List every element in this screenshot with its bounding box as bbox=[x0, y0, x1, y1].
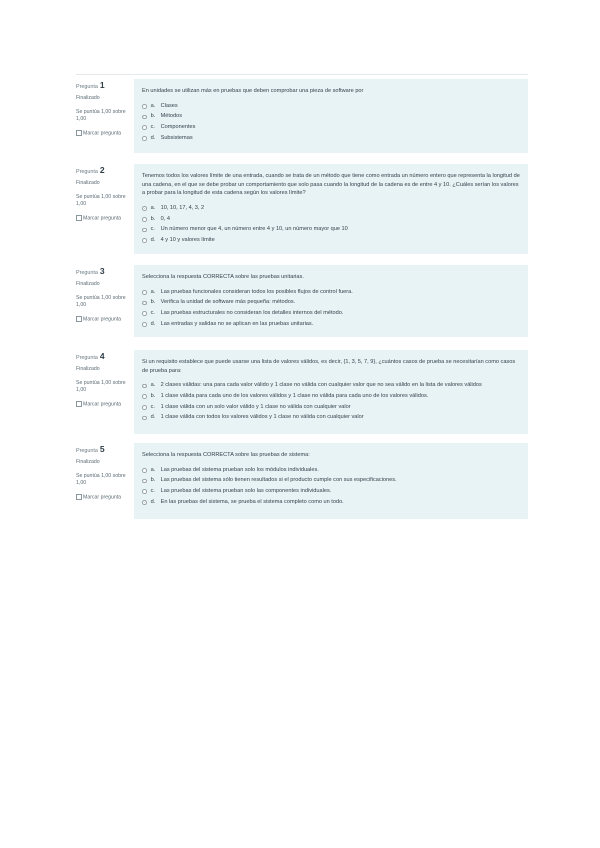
radio-button-selected[interactable] bbox=[142, 206, 147, 211]
answer-option-b[interactable] bbox=[142, 113, 520, 120]
radio-button[interactable] bbox=[142, 394, 147, 399]
answer-text: Las pruebas funcionales consideran todos los posibles flujos de control fuera. bbox=[160, 288, 353, 295]
flag-question-link[interactable] bbox=[76, 401, 128, 409]
answer-letter: d. bbox=[150, 414, 156, 421]
question-number: 2 bbox=[99, 165, 105, 175]
answer-letter: d. bbox=[150, 236, 156, 243]
question-info bbox=[76, 265, 128, 337]
answer-text: Clases bbox=[160, 102, 178, 109]
answer-list bbox=[142, 103, 520, 142]
radio-button[interactable] bbox=[142, 322, 147, 327]
flag-question-link[interactable] bbox=[76, 215, 128, 223]
answer-letter: c. bbox=[150, 123, 155, 130]
answer-letter: b. bbox=[150, 392, 156, 399]
flag-icon bbox=[76, 215, 82, 221]
answer-text: Métodos bbox=[160, 113, 183, 120]
answer-letter: b. bbox=[150, 477, 156, 484]
answer-text: 10, 10, 17, 4, 3, 2 bbox=[160, 204, 205, 211]
answer-text: Verifica la unidad de software más pequeña: métodos. bbox=[160, 299, 296, 306]
question-score: Se puntúa 1,00 sobre 1,00 bbox=[76, 294, 126, 309]
answer-letter: a. bbox=[150, 382, 156, 389]
flag-label: Marcar pregunta bbox=[83, 130, 122, 137]
answer-letter: a. bbox=[150, 466, 156, 473]
answer-option-c[interactable] bbox=[142, 488, 520, 495]
question-block-4 bbox=[76, 350, 528, 434]
flag-question-link[interactable] bbox=[76, 494, 128, 502]
answer-option-a[interactable] bbox=[142, 289, 520, 296]
answer-text: Las pruebas estructurales no consideran los detalles internos del método. bbox=[160, 309, 344, 316]
question-state: Finalizado bbox=[76, 94, 100, 101]
question-label: Pregunta bbox=[76, 84, 98, 90]
radio-button-selected[interactable] bbox=[142, 301, 147, 306]
question-number: 5 bbox=[99, 444, 105, 454]
flag-icon bbox=[76, 316, 82, 322]
answer-option-a[interactable] bbox=[142, 103, 520, 110]
answer-text: Componentes bbox=[160, 123, 196, 130]
flag-label: Marcar pregunta bbox=[83, 401, 122, 408]
flag-question-link[interactable] bbox=[76, 130, 128, 138]
flag-label: Marcar pregunta bbox=[83, 215, 122, 222]
radio-button-selected[interactable] bbox=[142, 500, 147, 505]
question-content bbox=[134, 164, 528, 254]
answer-option-a[interactable] bbox=[142, 467, 520, 474]
question-text: Selecciona la respuesta CORRECTA sobre las pruebas de sistema: bbox=[142, 452, 310, 458]
question-label: Pregunta bbox=[76, 169, 98, 175]
answer-option-d[interactable] bbox=[142, 237, 520, 244]
answer-text: Subsistemas bbox=[160, 134, 193, 141]
question-info bbox=[76, 164, 128, 254]
answer-letter: c. bbox=[150, 226, 155, 233]
radio-button-selected[interactable] bbox=[142, 115, 147, 120]
radio-button[interactable] bbox=[142, 479, 147, 484]
question-label: Pregunta bbox=[76, 270, 98, 276]
answer-option-c[interactable] bbox=[142, 310, 520, 317]
question-block-5 bbox=[76, 443, 528, 519]
question-text: Selecciona la respuesta CORRECTA sobre las pruebas unitarias. bbox=[142, 274, 304, 280]
answer-option-b[interactable] bbox=[142, 216, 520, 223]
top-divider bbox=[76, 74, 528, 75]
question-score: Se puntúa 1,00 sobre 1,00 bbox=[76, 193, 126, 208]
answer-list bbox=[142, 382, 520, 421]
answer-option-b[interactable] bbox=[142, 299, 520, 306]
answer-option-b[interactable] bbox=[142, 477, 520, 484]
radio-button[interactable] bbox=[142, 290, 147, 295]
answer-text: Las pruebas del sistema prueban solo los módulos individuales. bbox=[160, 466, 319, 473]
answer-list bbox=[142, 205, 520, 244]
answer-list bbox=[142, 467, 520, 506]
answer-letter: d. bbox=[150, 134, 156, 141]
question-score: Se puntúa 1,00 sobre 1,00 bbox=[76, 108, 126, 123]
question-content bbox=[134, 265, 528, 337]
answer-text: Las pruebas del sistema prueban solo las componentes individuales. bbox=[160, 487, 332, 494]
answer-option-d[interactable] bbox=[142, 135, 520, 142]
radio-button[interactable] bbox=[142, 104, 147, 109]
question-state: Finalizado bbox=[76, 280, 100, 287]
radio-button[interactable] bbox=[142, 125, 147, 130]
answer-text: 1 clase válida con todos los valores válidos y 1 clase no válida con cualquier valor bbox=[160, 414, 364, 421]
radio-button[interactable] bbox=[142, 416, 147, 421]
radio-button[interactable] bbox=[142, 136, 147, 141]
answer-option-c[interactable] bbox=[142, 226, 520, 233]
question-label: Pregunta bbox=[76, 355, 98, 361]
answer-text: Un número menor que 4, un número entre 4 y 10, un número mayor que 10 bbox=[160, 226, 348, 233]
radio-button[interactable] bbox=[142, 311, 147, 316]
flag-question-link[interactable] bbox=[76, 316, 128, 324]
answer-letter: b. bbox=[150, 215, 156, 222]
question-text: Si un requisito establece que puede usarse una lista de valores válidos, es decir, {1, 3, 5, 7, 9}, ¿cuántos casos de prueba se necesitarían como casos de prueba para: bbox=[142, 359, 516, 374]
flag-icon bbox=[76, 494, 82, 500]
question-number: 1 bbox=[99, 80, 105, 90]
answer-text: 4 y 10 y valores límite bbox=[160, 236, 215, 243]
answer-text: 1 clase válida para cada uno de los valores válidos y 1 clase no válida para cada uno de los valores válidos. bbox=[160, 392, 429, 399]
question-text: Tenemos todos los valores límite de una entrada, cuando se trata de un método que tiene como entrada un número entero que representa la longitud de una cadena, en el que se debe probar un comportamiento que solo pasa cuando la longitud de la cadena es de entre 4 y 10. ¿Cuáles serían los valores a probar para la longitud de esta cadena según los valores límite? bbox=[142, 173, 520, 197]
answer-letter: c. bbox=[150, 403, 155, 410]
answer-list bbox=[142, 289, 520, 328]
answer-letter: c. bbox=[150, 487, 155, 494]
question-block-3 bbox=[76, 265, 528, 337]
question-score: Se puntúa 1,00 sobre 1,00 bbox=[76, 472, 126, 487]
question-content bbox=[134, 443, 528, 519]
answer-text: Las entradas y salidas no se aplican en las pruebas unitarias. bbox=[160, 320, 314, 327]
radio-button[interactable] bbox=[142, 217, 147, 222]
answer-text: 2 clases válidas: una para cada valor válido y 1 clase no válida con cualquier valor que no sea válido en la lista de valores válidos bbox=[160, 382, 482, 389]
answer-letter: a. bbox=[150, 288, 156, 295]
question-block-2 bbox=[76, 164, 528, 254]
radio-button-selected[interactable] bbox=[142, 384, 147, 389]
radio-button[interactable] bbox=[142, 405, 147, 410]
answer-option-b[interactable] bbox=[142, 393, 520, 400]
question-score: Se puntúa 1,00 sobre 1,00 bbox=[76, 379, 126, 394]
radio-button[interactable] bbox=[142, 468, 147, 473]
answer-option-a[interactable] bbox=[142, 382, 520, 389]
question-content bbox=[134, 350, 528, 434]
flag-icon bbox=[76, 401, 82, 407]
answer-text: 1 clase válida con un solo valor válido y 1 clase no válida con cualquier valor bbox=[160, 403, 351, 410]
answer-letter: d. bbox=[150, 498, 156, 505]
answer-option-d[interactable] bbox=[142, 499, 520, 506]
answer-letter: a. bbox=[150, 102, 156, 109]
answer-text: Las pruebas del sistema sólo tienen resultados si el producto cumple con sus especificaciones. bbox=[160, 477, 397, 484]
question-state: Finalizado bbox=[76, 179, 100, 186]
answer-option-c[interactable] bbox=[142, 404, 520, 411]
radio-button[interactable] bbox=[142, 489, 147, 494]
question-label: Pregunta bbox=[76, 448, 98, 454]
question-info bbox=[76, 350, 128, 434]
radio-button[interactable] bbox=[142, 238, 147, 243]
answer-option-d[interactable] bbox=[142, 414, 520, 421]
question-info bbox=[76, 443, 128, 519]
question-block-1 bbox=[76, 79, 528, 153]
question-number: 3 bbox=[99, 266, 105, 276]
answer-option-d[interactable] bbox=[142, 321, 520, 328]
question-content bbox=[134, 79, 528, 153]
answer-letter: a. bbox=[150, 204, 156, 211]
flag-label: Marcar pregunta bbox=[83, 316, 122, 323]
answer-letter: c. bbox=[150, 309, 155, 316]
answer-option-c[interactable] bbox=[142, 124, 520, 131]
radio-button[interactable] bbox=[142, 228, 147, 233]
question-text: En unidades se utilizan más en pruebas que deben comprobar una pieza de software por bbox=[142, 88, 364, 94]
question-state: Finalizado bbox=[76, 458, 100, 465]
answer-text: En las pruebas del sistema, se prueba el sistema completo como un todo. bbox=[160, 498, 344, 505]
question-info bbox=[76, 79, 128, 153]
answer-letter: b. bbox=[150, 299, 156, 306]
question-state: Finalizado bbox=[76, 365, 100, 372]
answer-letter: d. bbox=[150, 320, 156, 327]
flag-label: Marcar pregunta bbox=[83, 494, 122, 501]
flag-icon bbox=[76, 130, 82, 136]
answer-option-a[interactable] bbox=[142, 205, 520, 212]
question-number: 4 bbox=[99, 351, 105, 361]
answer-letter: b. bbox=[150, 113, 156, 120]
answer-text: 0, 4 bbox=[160, 215, 170, 222]
